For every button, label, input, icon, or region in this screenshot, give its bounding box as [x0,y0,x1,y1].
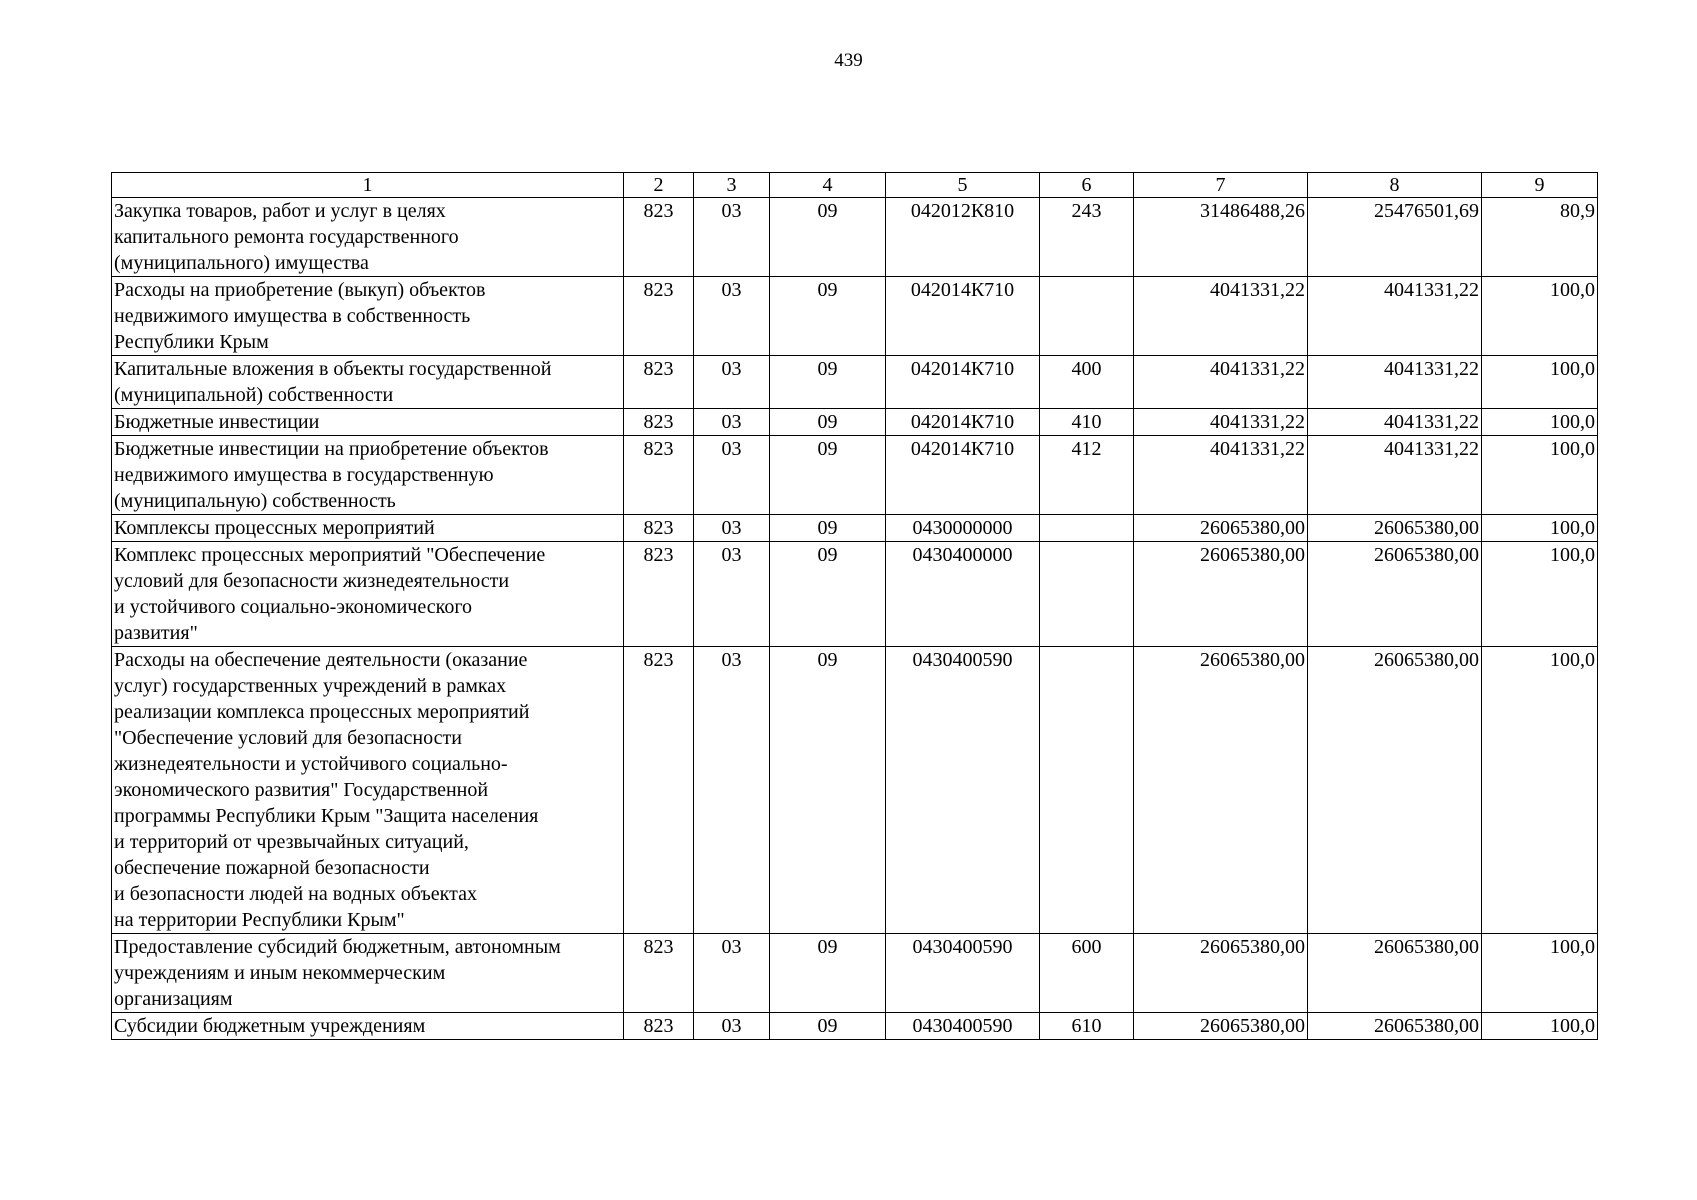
cell-admin-code: 823 [624,198,694,277]
header-cell: 3 [694,173,770,198]
cell-subsection: 09 [770,277,886,356]
cell-planned-amount: 26065380,00 [1134,934,1308,1013]
cell-executed-amount: 26065380,00 [1308,515,1482,542]
description-line: Комплекс процессных мероприятий "Обеспечение [114,544,546,566]
cell-subsection: 09 [770,356,886,409]
row-description [112,198,624,277]
description-line: и территорий от чрезвычайных ситуаций, [114,831,469,853]
cell-section: 03 [694,409,770,436]
description-line: (муниципального) имущества [114,252,369,274]
header-cell: 7 [1134,173,1308,198]
cell-executed-amount: 26065380,00 [1308,1013,1482,1040]
table-row [112,515,1598,542]
cell-expense-type: 412 [1040,436,1134,515]
cell-target-article: 042014К710 [886,409,1040,436]
cell-planned-amount: 26065380,00 [1134,1013,1308,1040]
row-description [112,277,624,356]
cell-expense-type: 243 [1040,198,1134,277]
description-line: организациям [114,988,233,1010]
description-line: Субсидии бюджетным учреждениям [114,1015,426,1037]
cell-admin-code: 823 [624,1013,694,1040]
description-line: Республики Крым [114,331,269,353]
description-line: развития" [114,622,198,644]
cell-target-article: 042014К710 [886,356,1040,409]
cell-target-article: 0430400590 [886,934,1040,1013]
cell-target-article: 042014К710 [886,436,1040,515]
description-line: программы Республики Крым "Защита населения [114,805,539,827]
cell-section: 03 [694,647,770,934]
cell-executed-amount: 26065380,00 [1308,934,1482,1013]
description-line: (муниципальную) собственность [114,490,396,512]
cell-section: 03 [694,356,770,409]
cell-percent: 100,0 [1482,277,1598,356]
cell-target-article: 0430000000 [886,515,1040,542]
row-description [112,409,624,436]
row-description [112,542,624,647]
row-description [112,1013,624,1040]
cell-expense-type: 410 [1040,409,1134,436]
cell-planned-amount: 26065380,00 [1134,647,1308,934]
cell-target-article: 042014К710 [886,277,1040,356]
description-line: и устойчивого социально-экономического [114,596,473,618]
description-line: Расходы на приобретение (выкуп) объектов [114,279,486,301]
description-line: недвижимого имущества в собственность [114,305,471,327]
cell-section: 03 [694,436,770,515]
cell-section: 03 [694,542,770,647]
description-line: Бюджетные инвестиции на приобретение объектов [114,438,549,460]
description-line: экономического развития" Государственной [114,779,489,801]
cell-planned-amount: 4041331,22 [1134,436,1308,515]
cell-executed-amount: 4041331,22 [1308,436,1482,515]
description-line: "Обеспечение условий для безопасности [114,727,462,749]
cell-section: 03 [694,934,770,1013]
table-row [112,409,1598,436]
cell-admin-code: 823 [624,647,694,934]
cell-expense-type: 400 [1040,356,1134,409]
cell-expense-type: 610 [1040,1013,1134,1040]
row-description [112,515,624,542]
header-cell: 5 [886,173,1040,198]
description-line: учреждениям и иным некоммерческим [114,962,446,984]
row-description [112,934,624,1013]
cell-section: 03 [694,277,770,356]
cell-expense-type [1040,515,1134,542]
cell-target-article: 042012К810 [886,198,1040,277]
description-line: реализации комплекса процессных мероприятий [114,701,530,723]
header-cell: 4 [770,173,886,198]
table-row [112,934,1598,1013]
cell-percent: 100,0 [1482,542,1598,647]
table-row [112,436,1598,515]
cell-planned-amount: 26065380,00 [1134,515,1308,542]
header-cell: 1 [112,173,624,198]
cell-section: 03 [694,1013,770,1040]
cell-percent: 100,0 [1482,515,1598,542]
description-line: и безопасности людей на водных объектах [114,883,477,905]
description-line: Закупка товаров, работ и услуг в целях [114,200,446,222]
cell-admin-code: 823 [624,515,694,542]
description-line: недвижимого имущества в государственную [114,464,494,486]
description-line: Комплексы процессных мероприятий [114,517,435,539]
cell-planned-amount: 4041331,22 [1134,277,1308,356]
cell-executed-amount: 26065380,00 [1308,647,1482,934]
row-description [112,356,624,409]
cell-percent: 100,0 [1482,436,1598,515]
description-line: Капитальные вложения в объекты государственной [114,358,552,380]
cell-executed-amount: 26065380,00 [1308,542,1482,647]
description-line: (муниципальной) собственности [114,384,394,406]
cell-executed-amount: 4041331,22 [1308,356,1482,409]
description-line: Расходы на обеспечение деятельности (оказание [114,649,528,671]
description-line: на территории Республики Крым" [114,909,405,931]
cell-admin-code: 823 [624,542,694,647]
header-cell: 8 [1308,173,1482,198]
table-row [112,356,1598,409]
description-line: услуг) государственных учреждений в рамках [114,675,507,697]
cell-target-article: 0430400000 [886,542,1040,647]
cell-subsection: 09 [770,934,886,1013]
cell-subsection: 09 [770,436,886,515]
cell-admin-code: 823 [624,934,694,1013]
cell-subsection: 09 [770,1013,886,1040]
table-row [112,277,1598,356]
table-row [112,198,1598,277]
description-line: жизнедеятельности и устойчивого социально- [114,753,508,775]
cell-subsection: 09 [770,515,886,542]
cell-subsection: 09 [770,542,886,647]
cell-subsection: 09 [770,409,886,436]
cell-percent: 100,0 [1482,934,1598,1013]
header-cell: 2 [624,173,694,198]
cell-section: 03 [694,198,770,277]
row-description [112,436,624,515]
description-line: условий для безопасности жизнедеятельности [114,570,510,592]
cell-expense-type [1040,647,1134,934]
description-line: Бюджетные инвестиции [114,411,320,433]
cell-section: 03 [694,515,770,542]
description-line: Предоставление субсидий бюджетным, автономным [114,936,561,958]
cell-executed-amount: 25476501,69 [1308,198,1482,277]
cell-planned-amount: 4041331,22 [1134,356,1308,409]
header-cell: 6 [1040,173,1134,198]
cell-planned-amount: 31486488,26 [1134,198,1308,277]
cell-admin-code: 823 [624,436,694,515]
header-cell: 9 [1482,173,1598,198]
table-row [112,542,1598,647]
cell-target-article: 0430400590 [886,647,1040,934]
cell-target-article: 0430400590 [886,1013,1040,1040]
cell-percent: 100,0 [1482,356,1598,409]
cell-executed-amount: 4041331,22 [1308,277,1482,356]
table-row [112,1013,1598,1040]
table-row [112,647,1598,934]
cell-subsection: 09 [770,647,886,934]
table-header-row [112,173,1598,198]
cell-executed-amount: 4041331,22 [1308,409,1482,436]
budget-table [111,172,1598,1040]
cell-subsection: 09 [770,198,886,277]
description-line: обеспечение пожарной безопасности [114,857,430,879]
cell-admin-code: 823 [624,277,694,356]
cell-percent: 100,0 [1482,1013,1598,1040]
page-number: 439 [834,50,863,71]
cell-percent: 100,0 [1482,409,1598,436]
cell-admin-code: 823 [624,356,694,409]
row-description [112,647,624,934]
cell-expense-type: 600 [1040,934,1134,1013]
cell-percent: 100,0 [1482,647,1598,934]
cell-admin-code: 823 [624,409,694,436]
cell-planned-amount: 4041331,22 [1134,409,1308,436]
cell-expense-type [1040,542,1134,647]
cell-expense-type [1040,277,1134,356]
cell-planned-amount: 26065380,00 [1134,542,1308,647]
description-line: капитального ремонта государственного [114,226,459,248]
cell-percent: 80,9 [1482,198,1598,277]
